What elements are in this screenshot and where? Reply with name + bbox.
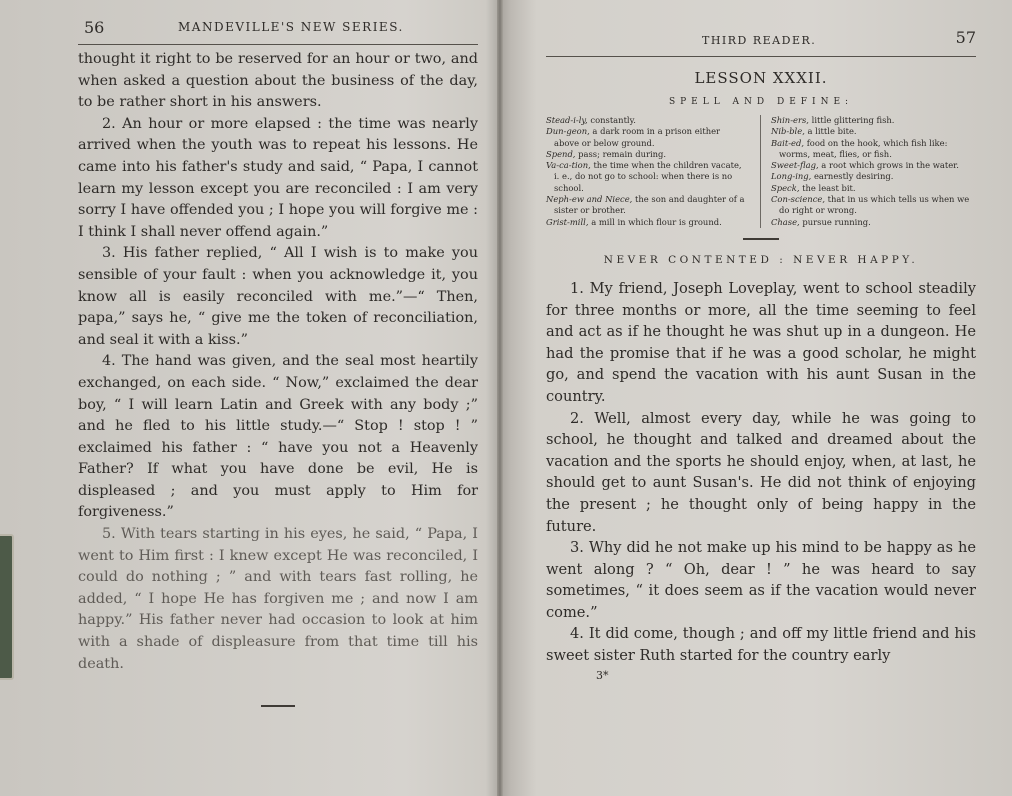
definition-entry xyxy=(771,138,976,161)
right-running-title: THIRD READER. xyxy=(702,34,817,47)
definition-entry xyxy=(546,126,746,149)
definitions-column-right xyxy=(761,115,976,228)
left-paragraph: 3. His father replied, “ All I wish is to make you sensible of your fault : when you acknowledge it, you know all is easily reconciled with me.”—“ Then, papa,” says he, “ give me the token of reconciliation, and seal it with a kiss.” xyxy=(78,245,478,348)
definitions-column-left xyxy=(546,115,761,228)
definition-word: Bait-ed, xyxy=(771,137,805,148)
definition-word: Nib-ble, xyxy=(771,126,805,137)
left-paragraph: 4. The hand was given, and the seal most heartily exchanged, on each side. “ Now,” exclaimed the dear boy, “ I will learn Latin and Greek with any body ;” and he fled to his little study.—“ Stop ! stop ! ” exclaimed his father : “ have you not a Heavenly Father? If what you have done be evil, He is displeased ; and you must apply to Him for forgiveness.” xyxy=(78,353,478,521)
section-rule xyxy=(743,238,779,240)
right-paragraph: 1. My friend, Joseph Loveplay, went to school steadily for three months or more, all the time seeming to feel and act as if he thought he was shut up in a dungeon. He had the promise that if he was a good scholar, he might go, and spend the vacation with his aunt Susan in the country. xyxy=(546,279,976,405)
definitions-table xyxy=(546,115,976,228)
definition-entry xyxy=(771,194,976,217)
definition-meaning: a mill in which flour is ground. xyxy=(591,216,722,227)
right-body-text xyxy=(546,278,976,667)
definition-word: Shin-ers, xyxy=(771,115,809,125)
definition-meaning: pursue running. xyxy=(802,216,871,227)
definition-meaning: little glittering fish. xyxy=(811,115,895,125)
end-rule xyxy=(261,705,295,707)
definition-word: Stead-i-ly, xyxy=(546,115,588,125)
definition-entry xyxy=(771,115,976,126)
right-page-number: 57 xyxy=(955,28,976,47)
definition-entry xyxy=(771,160,976,171)
left-head-rule xyxy=(78,44,478,45)
definition-meaning: that in us which tells us when we do right or wrong. xyxy=(779,194,970,216)
definition-meaning: pass; remain during. xyxy=(578,148,667,159)
definition-word: Speck, xyxy=(771,182,800,193)
definition-meaning: the son and daughter of a sister or brother. xyxy=(554,194,745,216)
right-paragraph: 2. Well, almost every day, while he was going to school, he thought and talked and dreamed about the vacation and the sports he should enjoy, when, at last, he should get to aunt Susan's. He did not think of enjoying the present ; he thought only of being happy in the future. xyxy=(546,409,976,535)
definition-meaning: earnestly desiring. xyxy=(813,171,894,182)
signature-mark: 3* xyxy=(596,668,609,682)
definition-word: Long-ing, xyxy=(771,171,812,182)
story-title: NEVER CONTENTED : NEVER HAPPY. xyxy=(603,253,919,266)
definition-word: Spend, xyxy=(546,148,576,159)
right-running-head xyxy=(546,26,976,50)
right-paragraph: 3. Why did he not make up his mind to be happy as he went along ? “ Oh, dear ! ” he was heard to say sometimes, “ it does seem as if the vacation would never come.” xyxy=(546,539,976,621)
definition-entry xyxy=(771,126,976,137)
left-paragraph: 2. An hour or more elapsed : the time was nearly arrived when the youth was to repeat his lessons. He came into his father's study and said, “ Papa, I cannot learn my lesson except you are reconciled : I am very sorry I have offended you ; I hope you will forgive me : I think I shall never offend again.” xyxy=(78,115,478,240)
definition-entry xyxy=(771,217,976,228)
definition-entry xyxy=(771,171,976,182)
definition-meaning: constantly. xyxy=(590,115,636,125)
definition-meaning: a root which grows in the water. xyxy=(821,160,959,171)
definition-meaning: a dark room in a prison either above or below ground. xyxy=(554,126,721,148)
left-paragraph: 5. With tears starting in his eyes, he said, “ Papa, I went to Him first : I knew except He was reconciled, I could do nothing ; ” and with tears fast rolling, he added, “ I hope He has forgiven me ; and now I am happy.” His father never had occasion to look at him with a shade of displeasure from that time till his death. xyxy=(78,526,478,672)
left-running-head xyxy=(78,18,478,42)
definition-word: Chase, xyxy=(771,216,800,227)
left-page xyxy=(0,0,500,796)
lesson-title: LESSON XXXII. xyxy=(694,69,828,87)
definition-meaning: a little bite. xyxy=(807,126,857,137)
left-page-number: 56 xyxy=(84,18,105,37)
right-head-rule xyxy=(546,56,976,57)
right-paragraph: 4. It did come, though ; and off my little friend and his sweet sister Ruth started for the country early xyxy=(546,625,976,665)
definition-entry xyxy=(771,183,976,194)
definition-word: Con-science, xyxy=(771,194,825,205)
definition-entry xyxy=(546,160,746,194)
right-page xyxy=(502,0,1012,796)
definition-entry xyxy=(546,115,746,126)
left-body-text xyxy=(78,49,478,675)
definition-word: Grist-mill, xyxy=(546,216,589,227)
spell-define-heading: SPELL AND DEFINE: xyxy=(668,97,854,107)
definition-word: Va-ca-tion, xyxy=(546,160,591,171)
definition-meaning: food on the hook, which fish like: worms, meat, flies, or fish. xyxy=(779,137,948,159)
left-paragraph: thought it right to be reserved for an hour or two, and when asked a question about the business of the day, to be rather short in his answers. xyxy=(78,51,478,111)
definition-entry xyxy=(546,217,746,228)
definition-word: Sweet-flag, xyxy=(771,160,819,171)
left-running-title: MANDEVILLE'S NEW SERIES. xyxy=(178,20,404,34)
definition-word: Dun-geon, xyxy=(546,126,590,137)
definition-meaning: the time when the children vacate, i. e., do not go to school: when there is no school. xyxy=(554,160,742,193)
definition-entry xyxy=(546,194,746,217)
definition-word: Neph-ew and Niece, xyxy=(546,194,633,205)
definition-entry xyxy=(546,149,746,160)
definition-meaning: the least bit. xyxy=(802,182,856,193)
